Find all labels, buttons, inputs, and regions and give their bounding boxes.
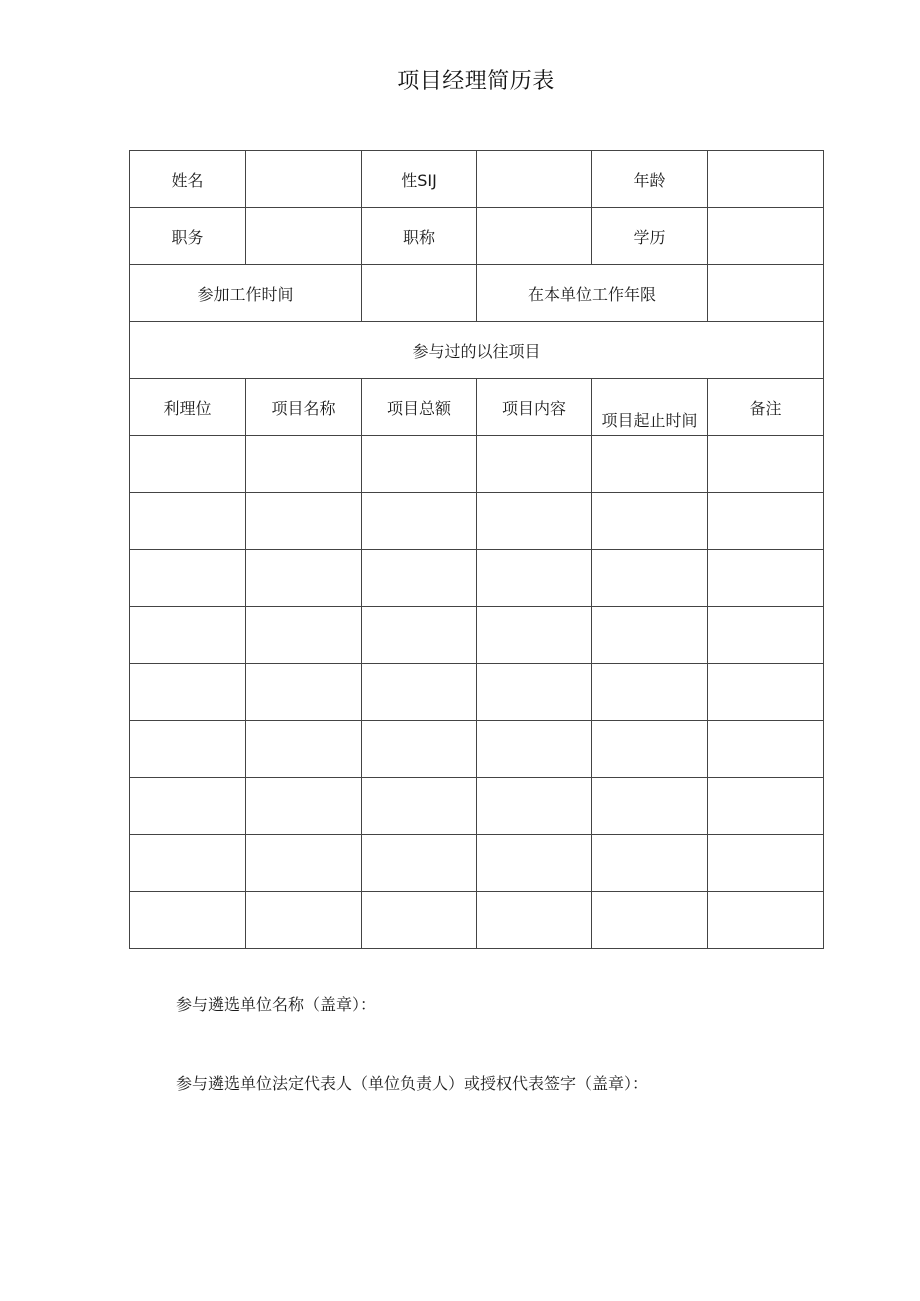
table-row: [130, 265, 824, 322]
table-cell[interactable]: [708, 835, 824, 892]
tenure-value-cell[interactable]: [708, 265, 824, 322]
table-row: [130, 835, 824, 892]
table-cell[interactable]: [592, 835, 708, 892]
table-cell[interactable]: [592, 607, 708, 664]
work-start-value-cell[interactable]: [362, 265, 477, 322]
projects-header-row: [130, 379, 824, 436]
table-cell[interactable]: [246, 892, 362, 949]
table-cell[interactable]: [246, 835, 362, 892]
projects-heading: 参与过的以往项目: [130, 322, 824, 379]
column-header-period: [592, 379, 708, 436]
table-cell[interactable]: [708, 778, 824, 835]
age-label: 年龄: [592, 151, 708, 208]
table-cell[interactable]: [130, 835, 246, 892]
table-cell[interactable]: [246, 436, 362, 493]
signature-line: 参与遴选单位法定代表人（单位负责人）或授权代表签字（盖章）：: [176, 1074, 649, 1093]
name-value-cell[interactable]: [246, 151, 362, 208]
table-cell[interactable]: [362, 721, 477, 778]
table-cell[interactable]: [246, 607, 362, 664]
table-cell[interactable]: [246, 664, 362, 721]
table-cell[interactable]: [130, 607, 246, 664]
table-cell[interactable]: [708, 892, 824, 949]
table-cell[interactable]: [362, 493, 477, 550]
table-row: [130, 778, 824, 835]
resume-table: [129, 150, 824, 949]
table-cell[interactable]: [708, 721, 824, 778]
column-header: 项目名称: [246, 379, 362, 436]
job-title-label: 职称: [362, 208, 477, 265]
table-cell[interactable]: [362, 892, 477, 949]
gender-label-text: 性SIJ: [401, 170, 437, 190]
project-rows: [130, 436, 824, 949]
table-cell[interactable]: [362, 550, 477, 607]
table-cell[interactable]: [130, 664, 246, 721]
tenure-label: 在本单位工作年限: [477, 265, 708, 322]
table-row: [130, 721, 824, 778]
table-row: [130, 607, 824, 664]
table-cell[interactable]: [246, 550, 362, 607]
table-row: [130, 322, 824, 379]
table-cell[interactable]: [708, 436, 824, 493]
work-start-label: 参加工作时间: [130, 265, 362, 322]
page-title: 项目经理简历表: [397, 69, 555, 94]
table-cell[interactable]: [130, 778, 246, 835]
table-cell[interactable]: [130, 493, 246, 550]
name-label: 姓名: [130, 151, 246, 208]
table-cell[interactable]: [592, 550, 708, 607]
table-cell[interactable]: [362, 835, 477, 892]
table-row: [130, 436, 824, 493]
position-label: 职务: [130, 208, 246, 265]
education-value-cell[interactable]: [708, 208, 824, 265]
education-label: 学历: [592, 208, 708, 265]
table-cell[interactable]: [477, 493, 592, 550]
table-cell[interactable]: [477, 550, 592, 607]
gender-value-cell[interactable]: [477, 151, 592, 208]
table-row: [130, 493, 824, 550]
table-cell[interactable]: [477, 892, 592, 949]
table-cell[interactable]: [362, 778, 477, 835]
table-cell[interactable]: [708, 493, 824, 550]
table-cell[interactable]: [592, 436, 708, 493]
table-cell[interactable]: [592, 493, 708, 550]
column-header: 项目总额: [362, 379, 477, 436]
column-header: 备注: [708, 379, 824, 436]
table-cell[interactable]: [362, 664, 477, 721]
table-cell[interactable]: [246, 778, 362, 835]
table-cell[interactable]: [477, 664, 592, 721]
table-row: [130, 208, 824, 265]
table-cell[interactable]: [477, 607, 592, 664]
table-cell[interactable]: [592, 721, 708, 778]
gender-label: [362, 151, 477, 208]
table-cell[interactable]: [246, 721, 362, 778]
company-name-line: 参与遴选单位名称（盖章）：: [176, 995, 377, 1014]
table-cell[interactable]: [130, 550, 246, 607]
table-row: [130, 664, 824, 721]
position-value-cell[interactable]: [246, 208, 362, 265]
table-cell[interactable]: [130, 892, 246, 949]
column-header: 利理位: [130, 379, 246, 436]
table-cell[interactable]: [708, 607, 824, 664]
table-cell[interactable]: [477, 436, 592, 493]
table-cell[interactable]: [477, 835, 592, 892]
table-cell[interactable]: [362, 607, 477, 664]
table-cell[interactable]: [592, 664, 708, 721]
table-row: [130, 892, 824, 949]
table-cell[interactable]: [708, 664, 824, 721]
table-cell[interactable]: [708, 550, 824, 607]
table-cell[interactable]: [592, 778, 708, 835]
column-header: 项目内容: [477, 379, 592, 436]
table-cell[interactable]: [130, 436, 246, 493]
table-row: [130, 151, 824, 208]
age-value-cell[interactable]: [708, 151, 824, 208]
table-cell[interactable]: [477, 778, 592, 835]
job-title-value-cell[interactable]: [477, 208, 592, 265]
table-cell[interactable]: [362, 436, 477, 493]
column-header: 项目起止时间: [601, 410, 698, 430]
table-cell[interactable]: [592, 892, 708, 949]
table-cell[interactable]: [477, 721, 592, 778]
table-cell[interactable]: [246, 493, 362, 550]
table-row: [130, 550, 824, 607]
table-cell[interactable]: [130, 721, 246, 778]
